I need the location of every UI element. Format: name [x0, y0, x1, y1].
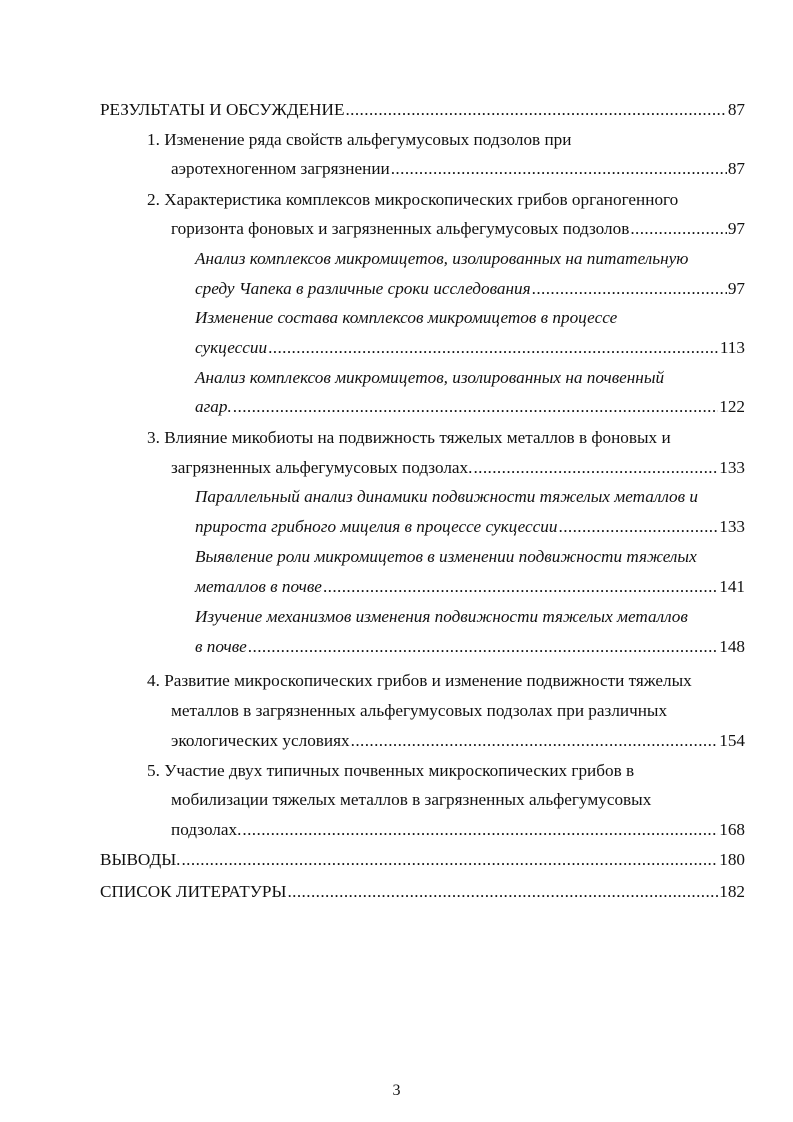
toc-leader-dots	[559, 513, 719, 541]
toc-entry-title: ВЫВОДЫ.	[100, 850, 181, 869]
toc-entry-4-line1[interactable]	[147, 667, 692, 695]
toc-page-number: 133	[719, 458, 745, 477]
toc-entry-text: в почве	[195, 637, 247, 656]
toc-entry-text: Параллельный анализ динамики подвижности тяжелых металлов и	[195, 487, 699, 506]
toc-page-number: 154	[719, 731, 745, 750]
toc-entry-2-line2[interactable]	[171, 215, 745, 243]
toc-entry-text: аэротехногенном загрязнении	[171, 159, 390, 178]
toc-entry-text: мобилизации тяжелых металлов в загрязненных альфегумусовых	[171, 790, 652, 809]
toc-subentry-2-2-line2[interactable]	[195, 334, 745, 362]
toc-page-number: 180	[719, 850, 745, 869]
toc-entry-text: прироста грибного мицелия в процессе сукцессии	[195, 517, 558, 536]
toc-entry-text: 4. Развитие микроскопических грибов и изменение подвижности тяжелых	[147, 671, 692, 690]
toc-entry-text: 5. Участие двух типичных почвенных микроскопических грибов в	[147, 761, 635, 780]
toc-leader-dots	[248, 633, 718, 661]
toc-entry-title: РЕЗУЛЬТАТЫ И ОБСУЖДЕНИЕ	[100, 100, 345, 119]
toc-entry-text: экологических условиях	[171, 731, 350, 750]
toc-page-number: 148	[719, 637, 745, 656]
toc-leader-dots	[181, 846, 718, 874]
toc-entry-text: среду Чапека в различные сроки исследования	[195, 279, 531, 298]
toc-entry-2-line1[interactable]	[147, 186, 678, 214]
toc-subentry-2-2-line1[interactable]	[195, 304, 617, 332]
toc-entry-text: Анализ комплексов микромицетов, изолированных на почвенный	[195, 368, 665, 387]
toc-subentry-3-2-line1[interactable]	[195, 543, 697, 571]
toc-leader-dots	[473, 454, 718, 482]
toc-entry-text: агар.	[195, 397, 232, 416]
toc-entry-text: Изменение состава комплексов микромицетов в процессе	[195, 308, 618, 327]
toc-entry-text: 3. Влияние микобиоты на подвижность тяжелых металлов в фоновых и	[147, 428, 671, 447]
toc-entry-3-line2[interactable]	[171, 454, 745, 482]
toc-page-number: 87	[727, 100, 745, 119]
toc-entry-text: Изучение механизмов изменения подвижности тяжелых металлов	[195, 607, 688, 626]
toc-subentry-3-1-line2[interactable]	[195, 513, 745, 541]
page-number: 3	[392, 1082, 401, 1099]
toc-entry-5-line2[interactable]	[171, 786, 651, 814]
toc-leader-dots	[323, 573, 718, 601]
toc-leader-dots	[630, 215, 726, 243]
toc-page-number: 97	[727, 219, 745, 238]
toc-page-number: 122	[719, 397, 745, 416]
toc-entry-1-line1[interactable]	[147, 126, 571, 154]
toc-entry-text: Анализ комплексов микромицетов, изолированных на питательную	[195, 249, 689, 268]
toc-page-number: 97	[727, 279, 745, 298]
toc-entry-text: горизонта фоновых и загрязненных альфегумусовых подзолов	[171, 219, 630, 238]
toc-subentry-3-2-line2[interactable]	[195, 573, 745, 601]
toc-page-number: 141	[719, 577, 745, 596]
toc-entry-4-line3[interactable]	[171, 727, 745, 755]
toc-entry-conclusions[interactable]	[100, 846, 745, 874]
toc-page-number: 133	[719, 517, 745, 536]
toc-entry-text: Выявление роли микромицетов в изменении подвижности тяжелых	[195, 547, 697, 566]
toc-entry-text: загрязненных альфегумусовых подзолах.	[171, 458, 473, 477]
toc-entry-1-line2[interactable]	[171, 155, 745, 183]
toc-subentry-3-3-line2[interactable]	[195, 633, 745, 661]
toc-subentry-3-3-line1[interactable]	[195, 603, 688, 631]
toc-subentry-2-3-line1[interactable]	[195, 364, 664, 392]
toc-entry-3-line1[interactable]	[147, 424, 671, 452]
toc-subentry-2-1-line2[interactable]	[195, 275, 745, 303]
toc-leader-dots	[351, 727, 719, 755]
toc-subentry-2-3-line2[interactable]	[195, 393, 745, 421]
toc-page-number: 168	[719, 820, 745, 839]
toc-page-number: 182	[719, 882, 745, 901]
toc-page-number: 113	[719, 338, 745, 357]
toc-entry-text: подзолах.	[171, 820, 242, 839]
toc-entry-5-line1[interactable]	[147, 757, 634, 785]
toc-page-number: 87	[727, 159, 745, 178]
toc-subentry-2-1-line1[interactable]	[195, 245, 688, 273]
toc-entry-title: СПИСОК ЛИТЕРАТУРЫ	[100, 882, 287, 901]
toc-leader-dots	[268, 334, 719, 362]
toc-entry-results[interactable]	[100, 96, 745, 124]
toc-entry-text: 2. Характеристика комплексов микроскопических грибов органогенного	[147, 190, 679, 209]
toc-entry-references[interactable]	[100, 878, 745, 906]
toc-leader-dots	[287, 878, 718, 906]
toc-entry-text: металлов в почве	[195, 577, 322, 596]
toc-leader-dots	[242, 816, 718, 844]
toc-entry-4-line2[interactable]	[171, 697, 667, 725]
toc-leader-dots	[391, 155, 727, 183]
toc-entry-text: 1. Изменение ряда свойств альфегумусовых подзолов при	[147, 130, 572, 149]
toc-entry-text: сукцессии	[195, 338, 268, 357]
toc-entry-text: металлов в загрязненных альфегумусовых подзолах при различных	[171, 701, 668, 720]
toc-leader-dots	[532, 275, 727, 303]
toc-entry-5-line3[interactable]	[171, 816, 745, 844]
toc-subentry-3-1-line1[interactable]	[195, 483, 698, 511]
toc-leader-dots	[233, 393, 718, 421]
toc-leader-dots	[345, 96, 726, 124]
